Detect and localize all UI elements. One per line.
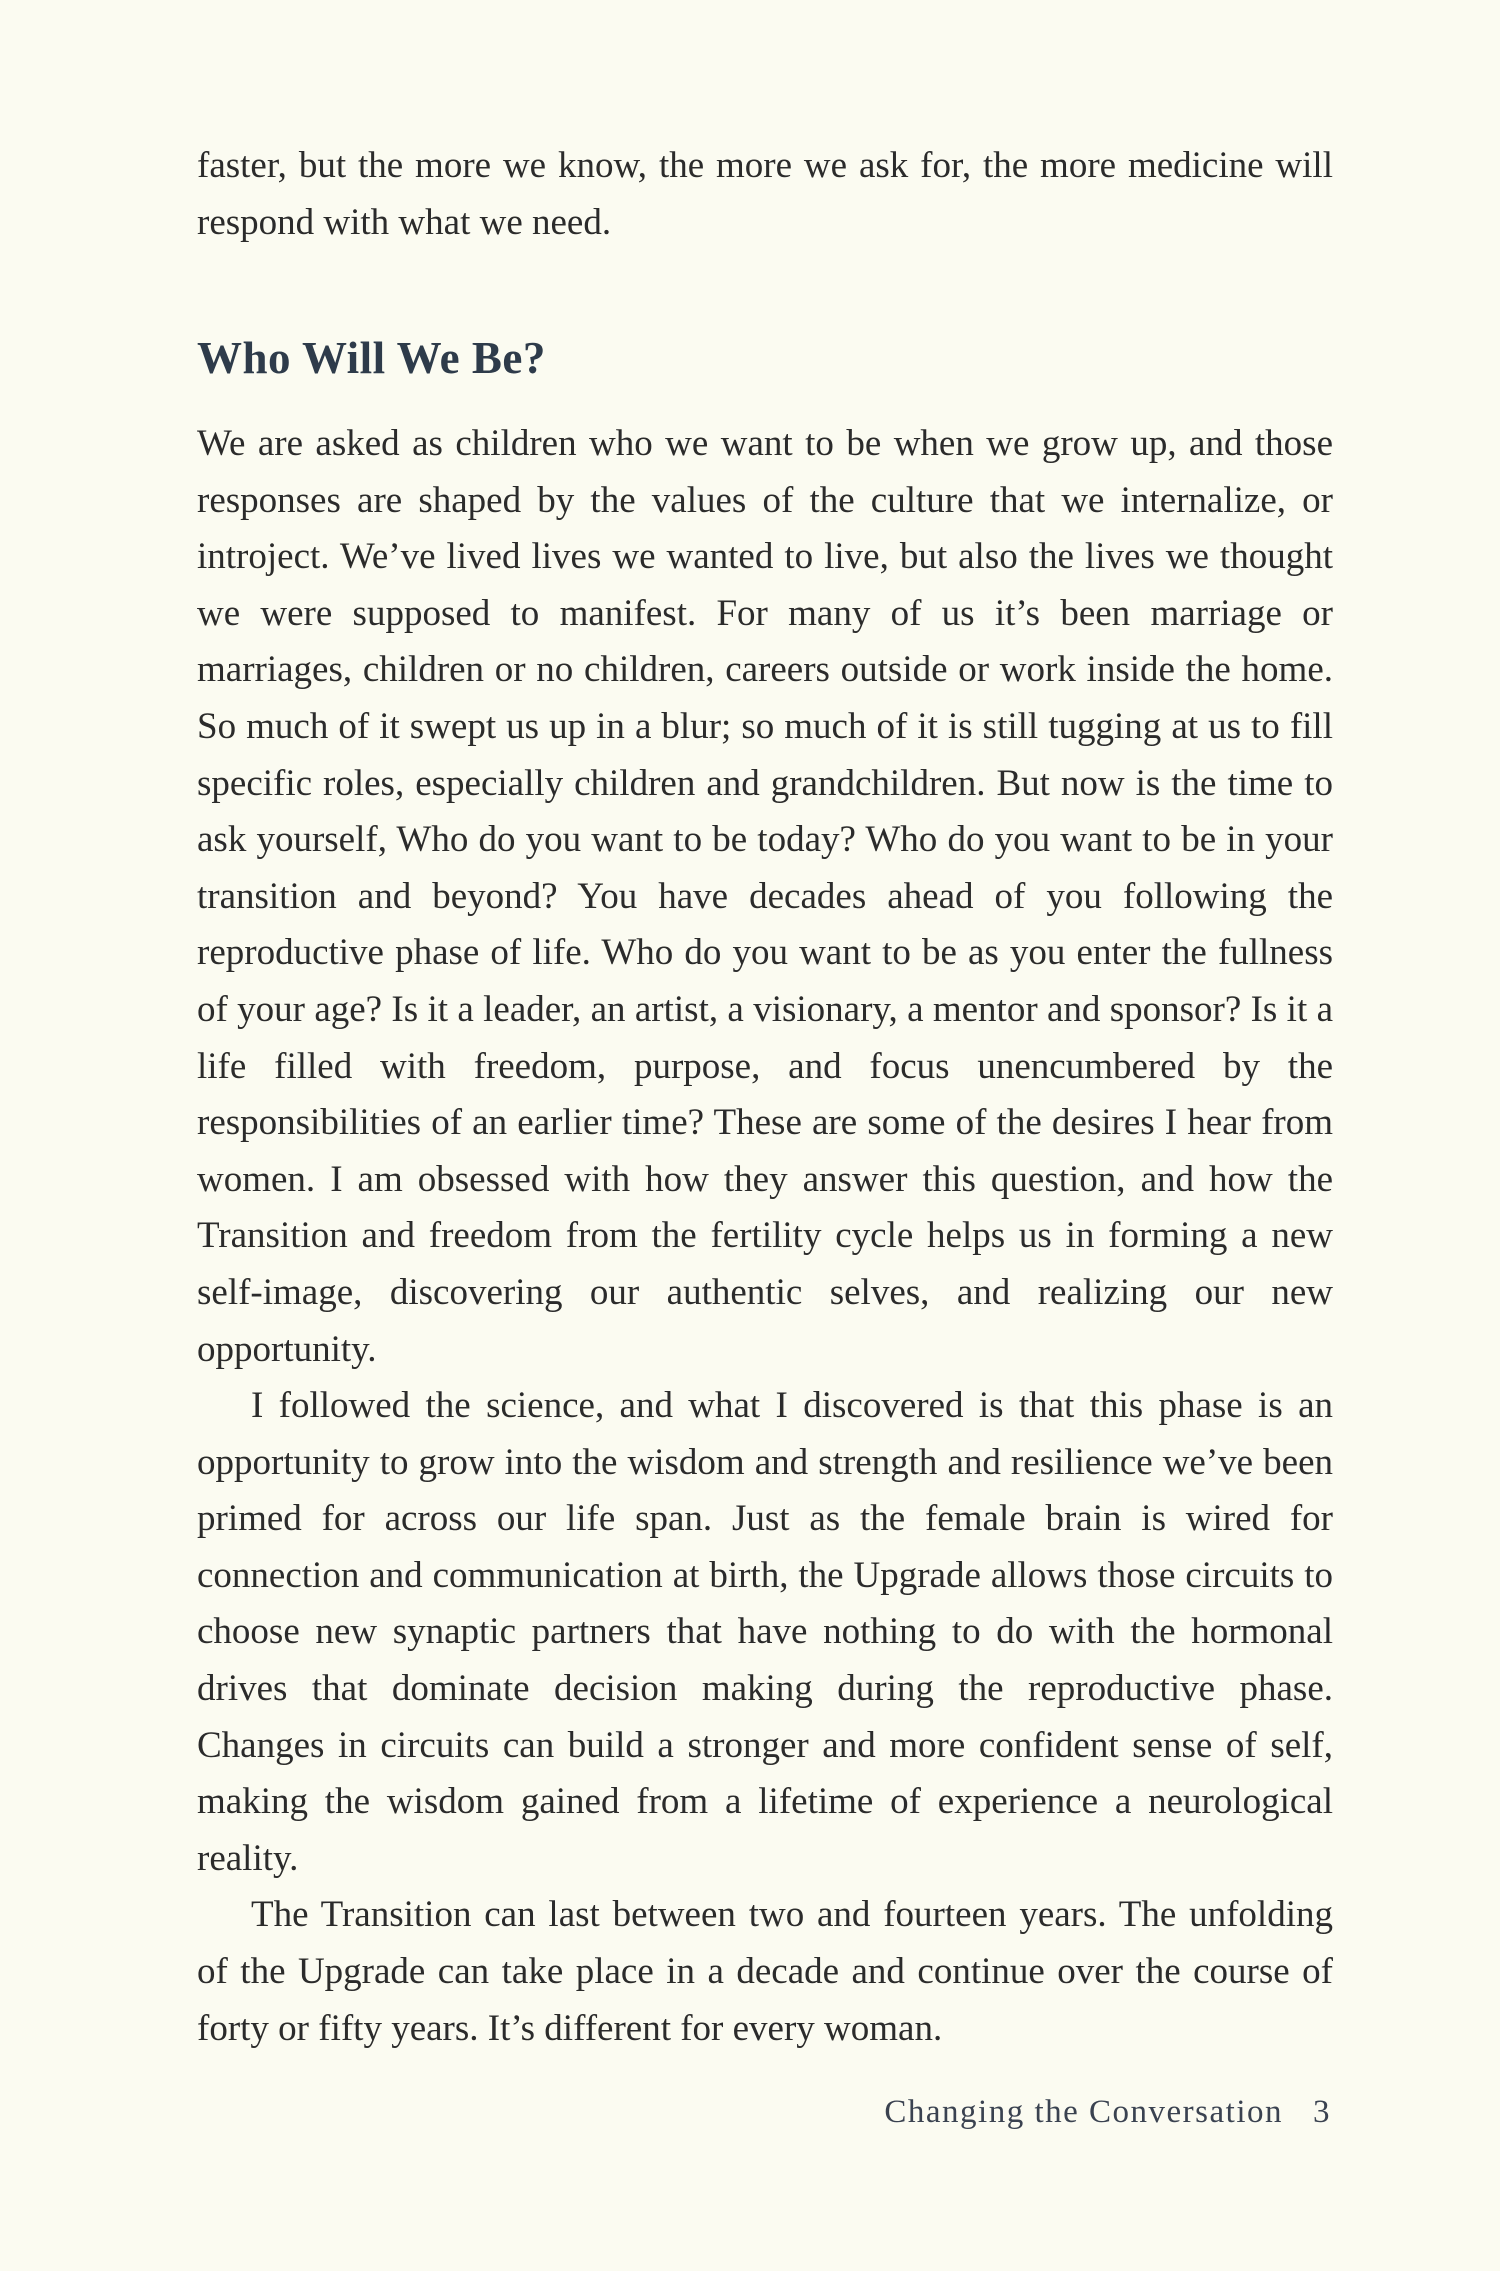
page-footer — [884, 2094, 1331, 2131]
intro-paragraph: faster, but the more we know, the more we ask for, the more medicine will respond with what we need. — [197, 145, 1333, 243]
body-paragraph-2: I followed the science, and what I discovered is that this phase is an opportunity to grow into the wisdom and strength and resilience we’ve been primed for across our life span. Just as the female brain is wired for connection and communication at birth, the Upgrade allows those circuits to choose new synaptic partners that have nothing to do with the hormonal drives that dominate decision making during the reproductive phase. Changes in circuits can build a stronger and more confident sense of self, making the wisdom gained from a lifetime of experience a neurological reality. — [197, 1385, 1333, 1879]
running-head: Changing the Conversation — [884, 2094, 1283, 2130]
section-heading: Who Will We Be? — [197, 333, 546, 383]
page-number: 3 — [1313, 2094, 1331, 2130]
section-body — [197, 416, 1333, 2057]
body-paragraph-3: The Transition can last between two and fourteen years. The unfolding of the Upgrade can take place in a decade and continue over the course of forty or fifty years. It’s different for every woman. — [197, 1894, 1333, 2049]
intro-text — [197, 138, 1333, 251]
body-paragraph-1: We are asked as children who we want to be when we grow up, and those responses are shaped by the values of the culture that we internalize, or introject. We’ve lived lives we wanted to live, but also the lives we thought we were supposed to manifest. For many of us it’s been marriage or marriages, children or no children, careers outside or work inside the home. So much of it swept us up in a blur; so much of it is still tugging at us to fill specific roles, especially children and grandchildren. But now is the time to ask yourself, Who do you want to be today? Who do you want to be in your transition and beyond? You have decades ahead of you following the reproductive phase of life. Who do you want to be as you enter the fullness of your age? Is it a leader, an artist, a visionary, a mentor and sponsor? Is it a life filled with freedom, purpose, and focus unencumbered by the responsibilities of an earlier time? These are some of the desires I hear from women. I am obsessed with how they answer this question, and how the Transition and freedom from the fertility cycle helps us in forming a new self-image, discovering our authentic selves, and realizing our new opportunity. — [197, 423, 1333, 1370]
